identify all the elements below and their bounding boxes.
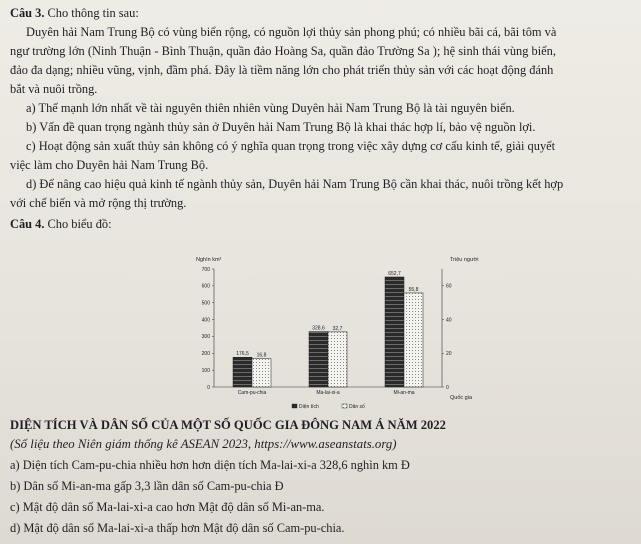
area-population-chart [192, 253, 482, 418]
q3-option-b: b) Vấn đề quan trọng ngành thủy sản ở Duyên hải Nam Trung Bộ là khai thác hợp lí, bảo vệ nguồn lợi. [26, 120, 536, 134]
chart-bars [233, 271, 423, 396]
q3-option-d-cont: với chế biến và mở rộng thị trường. [10, 196, 187, 210]
q3-option-d: d) Để nâng cao hiệu quả kinh tế ngành thủy sản, Duyên hải Nam Trung Bộ cần khai thác, nuôi trồng kết hợp [26, 177, 564, 191]
bar-area [233, 357, 252, 387]
bar-area-label: 652,7 [388, 270, 401, 277]
legend-label: Diện tích [299, 404, 319, 410]
bar-population [252, 359, 271, 387]
y-left-tick-label: 300 [201, 334, 210, 341]
y-left-tick-label: 600 [201, 283, 210, 290]
bar-population [328, 332, 347, 387]
q3-intro: Cho thông tin sau: [47, 6, 139, 20]
bar-population-label: 55,8 [408, 286, 419, 293]
q3-passage-line: Duyên hải Nam Trung Bộ có vùng biển rộng, có nguồn lợi thủy sản phong phú; có nhiều bãi cá, bãi tôm và [26, 25, 557, 39]
bar-population-label: 32,7 [332, 325, 343, 332]
bar-area [309, 332, 328, 387]
q3-passage-line: đảo đa dạng; nhiều vũng, vịnh, đầm phá. Đây là tiềm năng lớn cho phát triển thủy sản với các hoạt động đánh [10, 63, 554, 77]
q3-option-c-cont: việc làm cho Duyên hải Nam Trung Bộ. [10, 158, 209, 172]
category-label: Cam-pu-chia [237, 390, 267, 396]
legend-swatch [342, 404, 347, 408]
bar-population [404, 293, 423, 387]
q3-option-a: a) Thế mạnh lớn nhất về tài nguyên thiên nhiên vùng Duyên hải Nam Trung Bộ là tài nguyên biển. [26, 101, 515, 115]
y-left-tick-label: 100 [201, 367, 210, 374]
y-right-tick-label: 20 [446, 351, 452, 358]
y-left-tick-label: 500 [201, 300, 210, 307]
bar-area [385, 277, 404, 387]
x-axis-title: Quốc gia [450, 395, 473, 401]
q4-intro: Cho biểu đồ: [47, 217, 112, 231]
y-left-tick-label: 200 [201, 351, 210, 358]
q3-passage-line: bắt và nuôi trồng. [10, 82, 98, 96]
q3-passage-line: ngư trường lớn (Ninh Thuận - Bình Thuận, quần đảo Hoàng Sa, quần đảo Trường Sa ); hệ sinh thái vùng biển, [10, 44, 556, 58]
legend-label: Dân số [349, 404, 365, 410]
y-left-axis-label: Nghìn km² [196, 257, 222, 263]
y-right-tick-label: 40 [446, 317, 452, 324]
y-right-tick-label: 60 [446, 283, 452, 290]
q4-title: Câu 4. [10, 217, 45, 231]
chart-caption: DIỆN TÍCH VÀ DÂN SỐ CỦA MỘT SỐ QUỐC GIA ĐÔNG NAM Á NĂM 2022 [10, 418, 446, 432]
q4-option-a: a) Diện tích Cam-pu-chia nhiều hơn hơn diện tích Ma-lai-xi-a 328,6 nghìn km Đ [10, 458, 410, 472]
y-right-axis-label: Triệu người [450, 257, 479, 263]
bar-population-label: 16,8 [256, 352, 267, 359]
category-label: Ma-lai-xi-a [316, 390, 340, 396]
chart-legend [292, 404, 365, 410]
y-left-tick-label: 0 [207, 384, 210, 391]
q3-title: Câu 3. [10, 6, 45, 20]
q4-option-b: b) Dân số Mi-an-ma gấp 3,3 lần dân số Cam-pu-chia Đ [10, 479, 284, 493]
q3-option-c: c) Hoạt động sản xuất thủy sản không có ý nghĩa quan trọng trong việc xây dựng cơ cấu kinh tế, giải quyết [26, 139, 556, 153]
q4-heading [10, 217, 112, 232]
y-right-tick-label: 0 [446, 384, 449, 391]
y-left-tick-label: 400 [201, 317, 210, 324]
chart-source: (Số liệu theo Niên giám thống kê ASEAN 2023, https://www.aseanstats.org) [10, 437, 397, 451]
legend-swatch [292, 404, 297, 408]
bar-area-label: 176,5 [236, 351, 249, 358]
q4-option-c: c) Mật độ dân số Ma-lai-xi-a cao hơn Mật độ dân số Mi-an-ma. [10, 500, 325, 514]
q3-heading [10, 6, 139, 21]
y-left-tick-label: 700 [201, 266, 210, 273]
category-label: Mi-an-ma [393, 390, 415, 396]
bar-area-label: 328,6 [312, 325, 325, 332]
q4-option-d: d) Mật độ dân số Ma-lai-xi-a thấp hơn Mật độ dân số Cam-pu-chia. [10, 521, 345, 535]
